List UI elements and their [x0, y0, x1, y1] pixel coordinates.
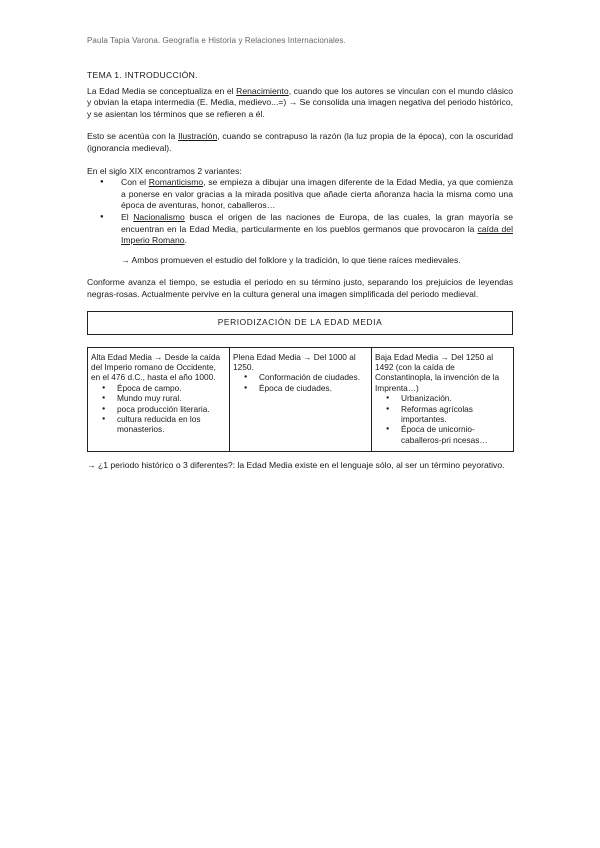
text-run: , cuando se contrapuso la razón (la luz propia de la época), con la oscuridad (ignorancia medieval). [87, 131, 513, 153]
periodization-title: PERIODIZACIÓN DE LA EDAD MEDIA [217, 316, 383, 327]
list-item: ● poca producción literaria. [91, 404, 226, 414]
periodization-title-box [87, 311, 513, 335]
list-item [87, 177, 513, 212]
cell-plena-edad-media [230, 347, 372, 452]
text-run: , cuando que los autores se vinculan con el mundo clásico y obvian la etapa intermedia (E. Media, medievo...=) → Se consolida una imagen negativa del periodo histórico, y se asientan los términos que se refieren a él. [87, 85, 513, 119]
arrow-note: → Ambos promueven el estudio del folklore y la tradición, lo que tiene raíces medievales. [121, 254, 461, 265]
term-caida-imperio: caída del Imperio Romano [121, 223, 513, 246]
list-item: ● cultura reducida en los monasterios. [91, 414, 226, 435]
variants-list [87, 177, 513, 247]
page-header: Paula Tapia Varona. Geografía e Historia y Relaciones Internacionales. [87, 36, 346, 45]
list-item: ● Época de campo. [91, 383, 226, 393]
text-run: . [184, 235, 187, 246]
cell-list [91, 383, 226, 435]
final-note: → ¿1 periodo histórico o 3 diferentes?: la Edad Media existe en el lenguaje sólo, al ser un término peyorativo. [87, 460, 505, 471]
cell-heading: Plena Edad Media → Del 1000 al 1250. [233, 351, 356, 372]
term-nacionalismo: Nacionalismo [133, 211, 185, 222]
section-title: TEMA 1. INTRODUCCIÓN. [87, 70, 198, 80]
list-item: ● Mundo muy rural. [91, 393, 226, 403]
term-ilustracion: Ilustración [178, 131, 218, 142]
cell-list [233, 372, 368, 393]
text-run: El [121, 211, 134, 222]
list-item: ● Conformación de ciudades. [233, 372, 368, 382]
paragraph-renacimiento [87, 86, 513, 121]
paragraph-actualidad: Conforme avanza el tiempo, se estudia el periodo en su término justo, separando los prejuicios de leyendas negras-rosas. Actualmente pervive en la cultura general una imagen simplificada del periodo medieval. [87, 277, 513, 299]
text-run: , se empieza a dibujar una imagen diferente de la Edad Media, ya que comienza a ponerse en valor gracias a la mirada positiva que añade cierta añoranza hacia la misma como una época de aventuras, honor, caballeros… [121, 177, 513, 211]
text-run: La Edad Media se conceptualiza en el [87, 85, 237, 96]
list-item [87, 212, 513, 247]
cell-alta-edad-media [88, 347, 230, 452]
list-item: ● Urbanización. [375, 393, 510, 403]
list-item: ● Época de unicornio-caballeros-pri ncesas… [375, 424, 510, 445]
text-run: Esto se acentúa con la [87, 131, 179, 142]
cell-heading: Alta Edad Media → Desde la caída del Imperio romano de Occidente, en el 476 d.C., hasta el año 1000. [91, 351, 221, 383]
table-row [88, 347, 514, 452]
paragraph-ilustracion [87, 131, 513, 154]
paragraph-siglo-xix: En el siglo XIX encontramos 2 variantes: [87, 165, 242, 176]
term-renacimiento: Renacimiento [236, 85, 289, 96]
text-run: Con el [121, 177, 149, 188]
document-body [87, 70, 513, 472]
cell-heading: Baja Edad Media → Del 1250 al 1492 (con la caída de Constantinopla, la invención de la Imprenta…) [375, 351, 500, 393]
term-romanticismo: Romanticismo [148, 177, 204, 188]
text-run: busca el origen de las naciones de Europa, de las cuales, la gran mayoría se encuentran en la Edad Media, particularmente en los pueblos germanos que provocaron la [121, 211, 513, 234]
list-item: ● Época de ciudades. [233, 383, 368, 393]
periods-table [87, 347, 514, 453]
cell-baja-edad-media [372, 347, 514, 452]
cell-list [375, 393, 510, 445]
list-item: ● Reformas agrícolas importantes. [375, 404, 510, 425]
